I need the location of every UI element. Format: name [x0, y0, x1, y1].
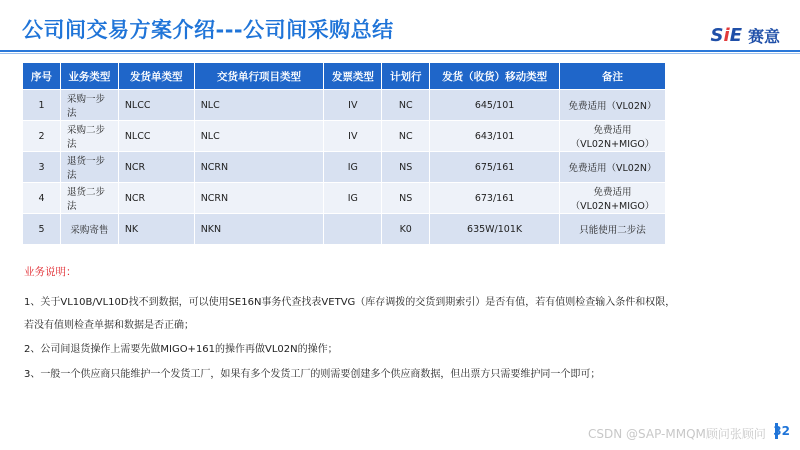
- table-row: [23, 214, 666, 245]
- table-row: [23, 121, 666, 152]
- title-divider-thin: [0, 53, 800, 54]
- title-divider: [0, 50, 800, 52]
- header-cell: 业务类型: [60, 63, 118, 90]
- table-cell: 1: [23, 90, 61, 121]
- notes-title: 业务说明：: [24, 266, 77, 278]
- table-cell: NS: [382, 152, 430, 183]
- table-header-row: [23, 63, 666, 90]
- table-cell: 673/161: [430, 183, 560, 214]
- table-row: [23, 152, 666, 183]
- table-cell: 4: [23, 183, 61, 214]
- page-title: 公司间交易方案介绍---公司间采购总结: [22, 18, 394, 42]
- note-line: 若没有值则检查单据和数据是否正确；: [24, 320, 194, 331]
- table-cell: NK: [118, 214, 194, 245]
- header-cell: 发货（收货）移动类型: [430, 63, 560, 90]
- table-cell: IG: [324, 183, 382, 214]
- table-cell: NCR: [118, 152, 194, 183]
- header-cell: 交货单行项目类型: [194, 63, 324, 90]
- note-line: 2、公司间退货操作上需要先做MIGO+161的操作再做VL02N的操作；: [24, 344, 338, 355]
- table-cell: IV: [324, 90, 382, 121]
- table-cell: NLC: [194, 121, 324, 152]
- header-cell: 发货单类型: [118, 63, 194, 90]
- note-line: 3、一般一个供应商只能维护一个发货工厂，如果有多个发货工厂的则需要创建多个供应商数据，但出票方只需要维护同一个即可；: [24, 369, 601, 380]
- table-cell: NCRN: [194, 152, 324, 183]
- table-cell: [324, 214, 382, 245]
- table-row: [23, 90, 666, 121]
- header-cell: 序号: [23, 63, 61, 90]
- table-cell: 采购寄售: [60, 214, 118, 245]
- logo-text: 赛意: [747, 26, 780, 46]
- table-cell: 退货一步法: [60, 152, 118, 183]
- company-logo: [711, 22, 780, 48]
- table-cell: IV: [324, 121, 382, 152]
- table-cell: NKN: [194, 214, 324, 245]
- logo-mark: [711, 25, 742, 46]
- table-cell: 675/161: [430, 152, 560, 183]
- table-cell: NC: [382, 121, 430, 152]
- summary-table: [22, 62, 666, 245]
- table-cell: NCRN: [194, 183, 324, 214]
- table-cell: K0: [382, 214, 430, 245]
- table-cell: NC: [382, 90, 430, 121]
- page-number: 32: [773, 424, 790, 438]
- table-cell: NLCC: [118, 121, 194, 152]
- table-cell: IG: [324, 152, 382, 183]
- logo-letter-i: i: [723, 24, 730, 46]
- table-cell: NLC: [194, 90, 324, 121]
- header-cell: 计划行: [382, 63, 430, 90]
- table-cell: 只能使用二步法: [559, 214, 665, 245]
- table-cell: 免费适用（VL02N+MIGO）: [559, 121, 665, 152]
- table-cell: 免费适用（VL02N）: [559, 90, 665, 121]
- table-cell: 2: [23, 121, 61, 152]
- table-cell: 采购二步法: [60, 121, 118, 152]
- logo-letter-e: E: [729, 24, 742, 46]
- table-cell: 3: [23, 152, 61, 183]
- table-cell: NS: [382, 183, 430, 214]
- table-cell: 643/101: [430, 121, 560, 152]
- watermark: CSDN @SAP-MMQM顾问张顾问: [588, 427, 766, 441]
- table-cell: 635W/101K: [430, 214, 560, 245]
- logo-letter-s: S: [710, 24, 724, 46]
- table-cell: 退货二步法: [60, 183, 118, 214]
- table-row: [23, 183, 666, 214]
- header-cell: 发票类型: [324, 63, 382, 90]
- header-cell: 备注: [559, 63, 665, 90]
- table-cell: 免费适用（VL02N）: [559, 152, 665, 183]
- note-line: 1、关于VL10B/VL10D找不到数据，可以使用SE16N事务代查找表VETVG（库存调拨的交货到期索引）是否有值，若有值则检查输入条件和权限，: [24, 297, 676, 308]
- table-cell: 645/101: [430, 90, 560, 121]
- table-cell: 免费适用（VL02N+MIGO）: [559, 183, 665, 214]
- table-cell: 5: [23, 214, 61, 245]
- table-cell: NCR: [118, 183, 194, 214]
- table-cell: 采购一步法: [60, 90, 118, 121]
- table-cell: NLCC: [118, 90, 194, 121]
